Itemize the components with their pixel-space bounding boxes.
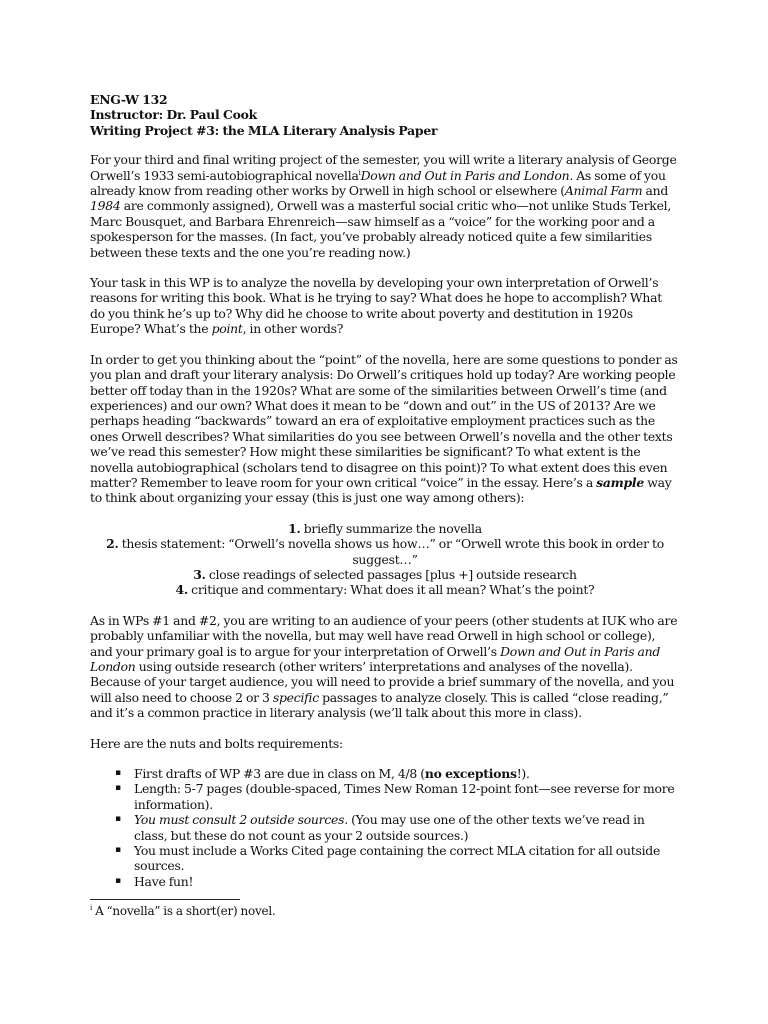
assignment-title: Writing Project #3: the MLA Literary Analysis Paper (90, 122, 438, 138)
outside-sources-emphasis: You must consult 2 outside sources (134, 812, 345, 828)
footnote: $^i$ A “novella” is a short(er) novel. (90, 904, 276, 919)
requirement-item: ▪ First drafts of WP #3 are due in class on M, 4/8 (no exceptions!). (115, 766, 530, 782)
requirement-item: ▪ Length: 5-7 pages (double-spaced, Times New Roman 12-point font—see reverse for more information). (115, 781, 675, 812)
outline-step: 1. briefly summarize the novella (288, 520, 482, 536)
work-title-animal-farm: Animal Farm (564, 183, 643, 199)
footnote-mark: i (90, 904, 92, 913)
footnote-reference[interactable]: i (358, 168, 361, 177)
outline-step: 3. close readings of selected passages [plus +] outside research (193, 566, 577, 582)
specific-emphasis: specific (272, 689, 319, 705)
instructor-name: Instructor: Dr. Paul Cook (90, 107, 258, 123)
requirements-list (90, 766, 680, 889)
course-code: ENG-W 132 (90, 92, 168, 107)
outline-step: 2. thesis statement: “Orwell’s novella shows us how…” or “Orwell wrote this book in order to suggest…” (106, 536, 664, 567)
essay-outline (90, 521, 680, 598)
document-page (90, 92, 680, 920)
bullet-icon: ▪ (115, 814, 121, 825)
questions-paragraph: In order to get you thinking about the “point” of the novella, here are some questions to ponder as you plan and draft your literary analysis: Do Orwell’s critiques hold up today? Are working people better off today than in the 1920s? What are some of the similarities between Orwell’s time (and experiences) and our own? What does it mean to be “down and out” in the US of 2013? Are we perhaps heading “backwards” toward an era of exploitative employment practices such as the ones Orwell describes? What similarities do you see between Orwell’s novella and the other texts we’ve read this semester? How might these similarities be significant? To what extent is the novella autobiographical (scholars tend to disagree on this point)? To what extent does this even matter? Remember to leave room for your own critical “voice” in the essay. Here’s a sample way to think about organizing your essay (this is just one way among others): (90, 351, 678, 506)
bullet-icon: ▪ (115, 768, 121, 779)
work-title-1984: 1984 (90, 198, 121, 214)
requirement-item: ▪ You must include a Works Cited page containing the correct MLA citation for all outside sources. (115, 843, 661, 874)
audience-paragraph: As in WPs #1 and #2, you are writing to an audience of your peers (other students at IUK who are probably unfamiliar with the novella, but may well have read Orwell in high school or college), and your primary goal is to argue for your interpretation of Orwell’s Down and Out in Paris and London using outside research (other writers’ interpretations and analyses of the novella). Because of your target audience, you will need to provide a brief summary of the novella, and you will also need to choose 2 or 3 specific passages to analyze closely. This is called “close reading,” and it’s a common practice in literary analysis (we’ll talk about this more in class). (90, 612, 678, 721)
intro-paragraph: For your third and final writing project of the semester, you will write a literary analysis of George Orwell’s 1933 semi-autobiographical novella$^i$Down and Out in Paris and London. As some of you already know from reading other works by Orwell in high school or elsewhere (Animal Farm and 1984 are commonly assigned), Orwell was a masterful social critic who—not unlike Studs Terkel, Marc Bousquet, and Barbara Ehrenreich—saw himself as a “voice” for the working poor and a spokesperson for the masses. (In fact, you’ve probably already noticed quite a few similarities between these texts and the one you’re reading now.) (90, 152, 677, 260)
task-paragraph: Your task in this WP is to analyze the novella by developing your own interpretation of Orwell’s reasons for writing this book. What is he trying to say? What does he hope to accomplish? What do you think he’s up to? Why did he choose to write about poverty and destitution in 1920s Europe? What’s the point, in other words? (90, 275, 662, 337)
bullet-icon: ▪ (115, 845, 121, 856)
bullet-icon: ▪ (115, 875, 121, 886)
sample-emphasis: sample (596, 474, 645, 490)
document-header (90, 92, 680, 138)
outline-step: 4. critique and commentary: What does it all mean? What’s the point? (175, 582, 595, 598)
bullet-icon: ▪ (115, 783, 121, 794)
book-title: Down and Out in Paris and London (360, 167, 570, 183)
point-emphasis: point (211, 321, 243, 337)
requirements-intro: Here are the nuts and bolts requirements: (90, 735, 343, 751)
footnote-divider (90, 899, 240, 900)
book-title: Down and Out in Paris and London (90, 643, 661, 674)
no-exceptions-emphasis: no exceptions (424, 766, 517, 782)
requirement-item: ▪ Have fun! (115, 873, 194, 889)
requirement-item: ▪ You must consult 2 outside sources. (You may use one of the other texts we’ve read in class, but these do not count as your 2 outside sources.) (115, 812, 645, 843)
